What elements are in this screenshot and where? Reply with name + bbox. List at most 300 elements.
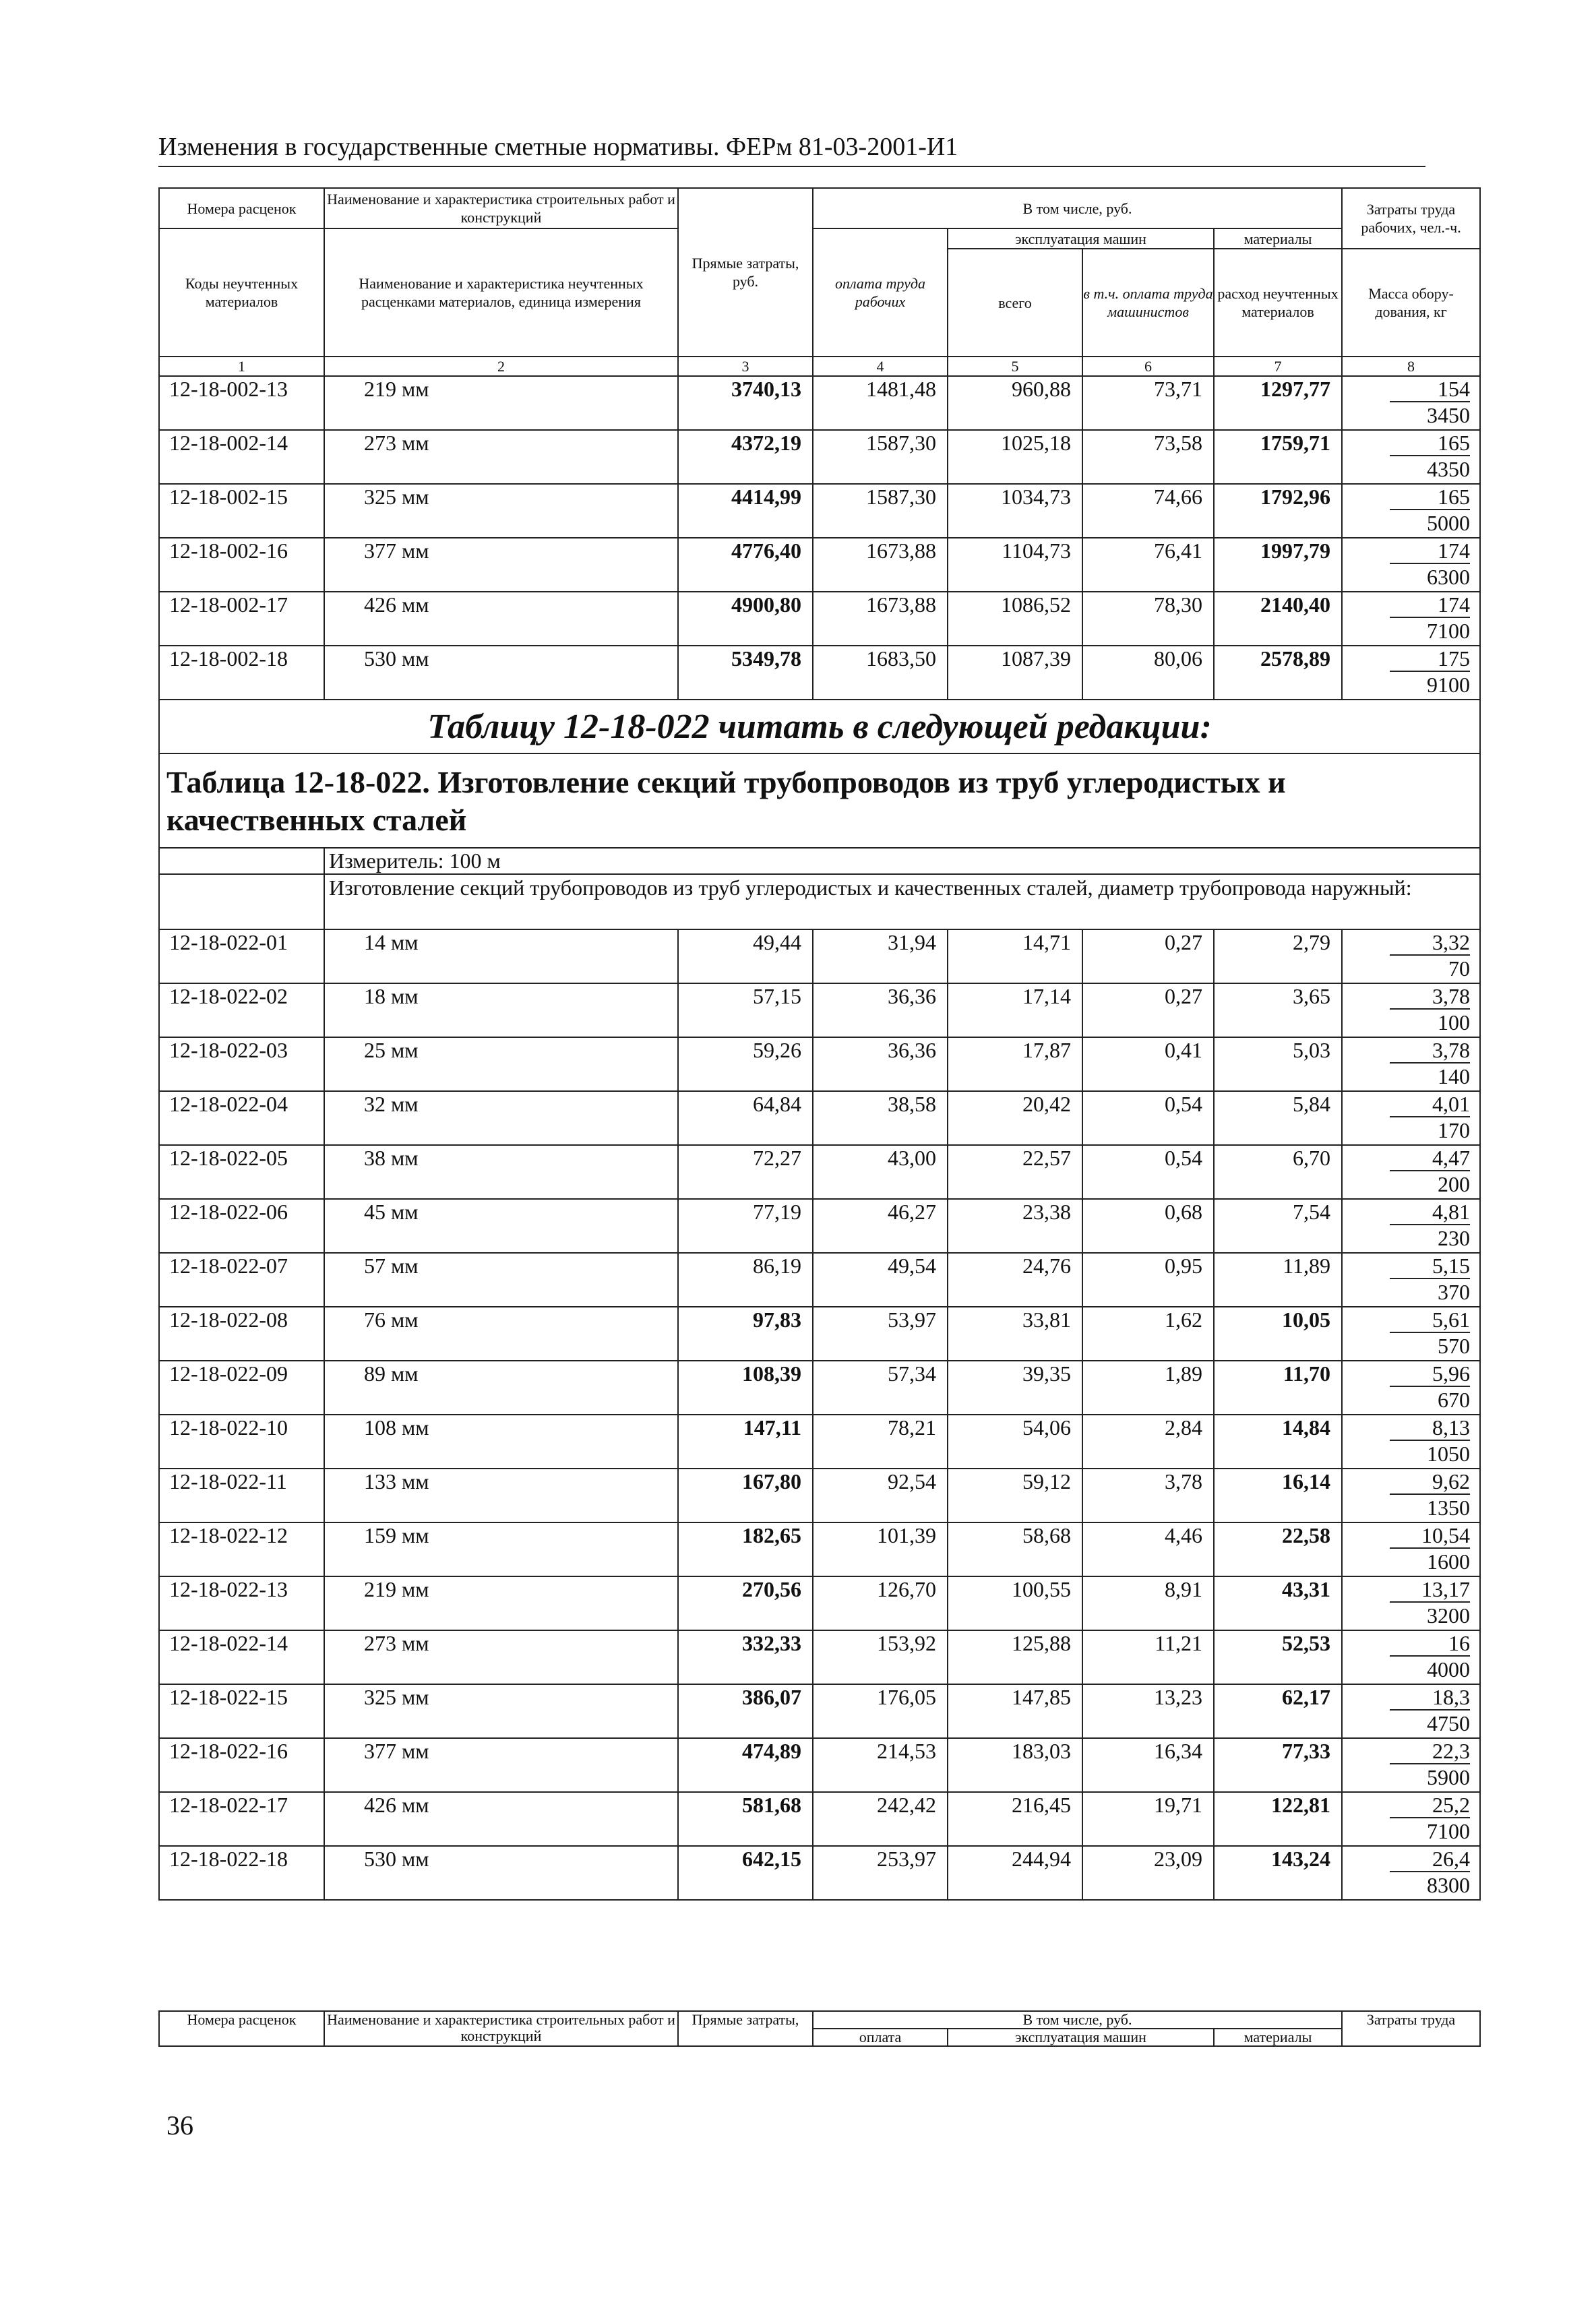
work-name: 219 мм: [324, 1576, 678, 1630]
machines-total: 58,68: [948, 1522, 1082, 1576]
header-rule: [158, 166, 1425, 167]
table-part-2: [159, 929, 1480, 1900]
equipment-mass: 1600: [1427, 1549, 1471, 1574]
materials-cost: 5,03: [1214, 1037, 1342, 1091]
footer-including-group: В том числе, руб.: [813, 2011, 1342, 2029]
direct-costs: 642,15: [678, 1846, 813, 1900]
machinist-pay: 13,23: [1082, 1684, 1214, 1738]
machinist-pay: 74,66: [1082, 484, 1214, 538]
table-row: [159, 1738, 1480, 1792]
rate-code: 12-18-022-14: [159, 1630, 324, 1684]
materials-cost: 1297,77: [1214, 376, 1342, 430]
work-name: 377 мм: [324, 1738, 678, 1792]
equipment-mass: 3450: [1427, 403, 1471, 427]
equipment-mass: 8300: [1427, 1873, 1471, 1897]
direct-costs: 64,84: [678, 1091, 813, 1145]
equipment-mass: 170: [1438, 1118, 1471, 1142]
rate-code: 12-18-002-14: [159, 430, 324, 484]
rate-code: 12-18-022-17: [159, 1792, 324, 1846]
table-row: [159, 538, 1480, 592]
work-name: 219 мм: [324, 376, 678, 430]
equipment-mass: 6300: [1427, 565, 1471, 589]
labor-pay: 1673,88: [813, 592, 948, 646]
col-number: 6: [1082, 357, 1214, 376]
machines-total: 183,03: [948, 1738, 1082, 1792]
rate-code: 12-18-002-17: [159, 592, 324, 646]
machinist-pay: 2,84: [1082, 1415, 1214, 1469]
labor-hours-cell: [1342, 983, 1480, 1037]
work-name: 108 мм: [324, 1415, 678, 1469]
labor-pay: 242,42: [813, 1792, 948, 1846]
labor-hours: 5,96: [1390, 1361, 1470, 1387]
labor-pay: 92,54: [813, 1469, 948, 1522]
footer-work-name: Наименование и характеристика строительных работ и конструкций: [324, 2011, 678, 2046]
rate-code: 12-18-022-03: [159, 1037, 324, 1091]
footer-materials: материалы: [1214, 2029, 1342, 2046]
labor-hours-cell: [1342, 1145, 1480, 1199]
labor-hours: 174: [1390, 538, 1470, 564]
table-row: [159, 1307, 1480, 1361]
work-name: 89 мм: [324, 1361, 678, 1415]
table-row: [159, 1630, 1480, 1684]
table-row: [159, 1415, 1480, 1469]
description-spacer: [159, 874, 324, 929]
equipment-mass: 370: [1438, 1280, 1471, 1304]
work-name: 426 мм: [324, 1792, 678, 1846]
machinist-pay: 0,68: [1082, 1199, 1214, 1253]
labor-pay: 1587,30: [813, 484, 948, 538]
machinist-pay: 0,54: [1082, 1091, 1214, 1145]
labor-hours: 3,32: [1390, 930, 1470, 956]
rate-code: 12-18-022-02: [159, 983, 324, 1037]
materials-cost: 2,79: [1214, 929, 1342, 983]
labor-pay: 36,36: [813, 983, 948, 1037]
machinist-pay: 0,27: [1082, 929, 1214, 983]
machines-total: 59,12: [948, 1469, 1082, 1522]
labor-pay: 57,34: [813, 1361, 948, 1415]
header-rate-numbers: Номера расценок: [159, 188, 324, 228]
table-row: [159, 1037, 1480, 1091]
rate-code: 12-18-022-07: [159, 1253, 324, 1307]
labor-hours: 175: [1390, 646, 1470, 672]
machines-total: 17,87: [948, 1037, 1082, 1091]
header-unaccounted-materials: расход неучтенных материалов: [1214, 249, 1342, 357]
work-name: 530 мм: [324, 1846, 678, 1900]
labor-hours: 25,2: [1390, 1793, 1470, 1818]
equipment-mass: 4750: [1427, 1711, 1471, 1735]
labor-pay: 1673,88: [813, 538, 948, 592]
labor-pay: 1481,48: [813, 376, 948, 430]
materials-cost: 22,58: [1214, 1522, 1342, 1576]
labor-hours-cell: [1342, 646, 1480, 700]
labor-hours-cell: [1342, 1469, 1480, 1522]
labor-pay: 1683,50: [813, 646, 948, 700]
direct-costs: 270,56: [678, 1576, 813, 1630]
machinist-pay: 0,54: [1082, 1145, 1214, 1199]
equipment-mass: 570: [1438, 1334, 1471, 1358]
rate-code: 12-18-002-18: [159, 646, 324, 700]
materials-cost: 7,54: [1214, 1199, 1342, 1253]
labor-hours: 16: [1390, 1631, 1470, 1657]
work-name: 14 мм: [324, 929, 678, 983]
direct-costs: 182,65: [678, 1522, 813, 1576]
rates-table: [158, 187, 1481, 1901]
header-material-names: Наименование и характеристика неучтенных расценками материалов, единица измерения: [324, 228, 678, 357]
labor-hours-cell: [1342, 1037, 1480, 1091]
materials-cost: 11,70: [1214, 1361, 1342, 1415]
rate-code: 12-18-022-16: [159, 1738, 324, 1792]
table-row: [159, 1684, 1480, 1738]
materials-cost: 77,33: [1214, 1738, 1342, 1792]
labor-hours-cell: [1342, 1684, 1480, 1738]
table-header: [159, 188, 1480, 376]
machines-total: 24,76: [948, 1253, 1082, 1307]
equipment-mass: 3200: [1427, 1603, 1471, 1628]
header-labor-hours: Затраты труда рабочих, чел.-ч.: [1342, 188, 1480, 249]
machinist-pay: 4,46: [1082, 1522, 1214, 1576]
machinist-pay: 19,71: [1082, 1792, 1214, 1846]
equipment-mass: 4000: [1427, 1657, 1471, 1682]
col-number: 8: [1342, 357, 1480, 376]
measure-spacer: [159, 848, 324, 874]
machines-total: 1025,18: [948, 430, 1082, 484]
machines-total: 1034,73: [948, 484, 1082, 538]
work-name: 325 мм: [324, 1684, 678, 1738]
work-name: 377 мм: [324, 538, 678, 592]
work-name: 57 мм: [324, 1253, 678, 1307]
direct-costs: 147,11: [678, 1415, 813, 1469]
table-row: [159, 1792, 1480, 1846]
header-labor-pay: оплата труда рабочих: [813, 228, 948, 357]
table-row: [159, 430, 1480, 484]
table-part-1: [159, 376, 1480, 700]
machines-total: 20,42: [948, 1091, 1082, 1145]
machines-total: 216,45: [948, 1792, 1082, 1846]
direct-costs: 332,33: [678, 1630, 813, 1684]
labor-hours-cell: [1342, 1630, 1480, 1684]
machines-total: 23,38: [948, 1199, 1082, 1253]
labor-pay: 101,39: [813, 1522, 948, 1576]
materials-cost: 16,14: [1214, 1469, 1342, 1522]
machinist-pay: 3,78: [1082, 1469, 1214, 1522]
machinist-pay: 16,34: [1082, 1738, 1214, 1792]
machines-total: 244,94: [948, 1846, 1082, 1900]
labor-hours: 5,61: [1390, 1307, 1470, 1333]
equipment-mass: 5000: [1427, 511, 1471, 535]
direct-costs: 4372,19: [678, 430, 813, 484]
table-row: [159, 1576, 1480, 1630]
header-direct-costs: Прямые затраты, руб.: [678, 188, 813, 357]
table-title: Таблица 12-18-022. Изготовление секций трубопроводов из труб углеродистых и качественных сталей: [159, 753, 1480, 848]
labor-hours: 174: [1390, 592, 1470, 618]
direct-costs: 3740,13: [678, 376, 813, 430]
work-name: 426 мм: [324, 592, 678, 646]
machinist-pay: 11,21: [1082, 1630, 1214, 1684]
footer-labor-pay: оплата: [813, 2029, 948, 2046]
equipment-mass: 9100: [1427, 673, 1471, 697]
materials-cost: 10,05: [1214, 1307, 1342, 1361]
machinist-pay: 1,62: [1082, 1307, 1214, 1361]
machines-total: 1086,52: [948, 592, 1082, 646]
labor-hours-cell: [1342, 484, 1480, 538]
machines-total: 100,55: [948, 1576, 1082, 1630]
direct-costs: 4900,80: [678, 592, 813, 646]
materials-cost: 3,65: [1214, 983, 1342, 1037]
labor-hours: 154: [1390, 377, 1470, 402]
labor-hours-cell: [1342, 592, 1480, 646]
rate-code: 12-18-022-11: [159, 1469, 324, 1522]
direct-costs: 386,07: [678, 1684, 813, 1738]
direct-costs: 72,27: [678, 1145, 813, 1199]
work-name: 325 мм: [324, 484, 678, 538]
direct-costs: 57,15: [678, 983, 813, 1037]
direct-costs: 167,80: [678, 1469, 813, 1522]
labor-pay: 31,94: [813, 929, 948, 983]
labor-hours-cell: [1342, 929, 1480, 983]
machines-total: 960,88: [948, 376, 1082, 430]
machinist-pay: 80,06: [1082, 646, 1214, 700]
header-work-name: Наименование и характеристика строительных работ и конструкций: [324, 188, 678, 228]
labor-hours-cell: [1342, 1091, 1480, 1145]
equipment-mass: 5900: [1427, 1765, 1471, 1789]
materials-cost: 5,84: [1214, 1091, 1342, 1145]
labor-hours: 18,3: [1390, 1685, 1470, 1711]
materials-cost: 62,17: [1214, 1684, 1342, 1738]
direct-costs: 86,19: [678, 1253, 813, 1307]
machinist-pay: 76,41: [1082, 538, 1214, 592]
materials-cost: 2578,89: [1214, 646, 1342, 700]
work-name: 32 мм: [324, 1091, 678, 1145]
equipment-mass: 200: [1438, 1172, 1471, 1196]
materials-cost: 2140,40: [1214, 592, 1342, 646]
machinist-pay: 0,27: [1082, 983, 1214, 1037]
page-number: 36: [166, 2110, 193, 2140]
table-row: [159, 1145, 1480, 1199]
read-as-note: Таблицу 12-18-022 читать в следующей редакции:: [159, 700, 1480, 753]
rate-code: 12-18-022-08: [159, 1307, 324, 1361]
footer-machine-operation: эксплуатация машин: [948, 2029, 1214, 2046]
rate-code: 12-18-022-12: [159, 1522, 324, 1576]
header-equipment-mass: Масса обору-дования, кг: [1342, 249, 1480, 357]
work-name: 45 мм: [324, 1199, 678, 1253]
col-number: 3: [678, 357, 813, 376]
machinist-pay: 73,58: [1082, 430, 1214, 484]
materials-cost: 6,70: [1214, 1145, 1342, 1199]
equipment-mass: 7100: [1427, 1819, 1471, 1843]
work-name: 133 мм: [324, 1469, 678, 1522]
labor-hours: 5,15: [1390, 1254, 1470, 1279]
materials-cost: 1792,96: [1214, 484, 1342, 538]
equipment-mass: 70: [1448, 956, 1471, 981]
materials-cost: 122,81: [1214, 1792, 1342, 1846]
col-number: 2: [324, 357, 678, 376]
equipment-mass: 1350: [1427, 1496, 1471, 1520]
labor-hours-cell: [1342, 1576, 1480, 1630]
labor-pay: 153,92: [813, 1630, 948, 1684]
materials-cost: 143,24: [1214, 1846, 1342, 1900]
machines-total: 125,88: [948, 1630, 1082, 1684]
table-row: [159, 646, 1480, 700]
table-row: [159, 1361, 1480, 1415]
labor-pay: 253,97: [813, 1846, 948, 1900]
labor-pay: 36,36: [813, 1037, 948, 1091]
labor-pay: 49,54: [813, 1253, 948, 1307]
labor-hours-cell: [1342, 1307, 1480, 1361]
labor-pay: 43,00: [813, 1145, 948, 1199]
labor-hours-cell: [1342, 1846, 1480, 1900]
machinist-pay: 23,09: [1082, 1846, 1214, 1900]
read-as-section: [159, 700, 1480, 848]
labor-hours-cell: [1342, 1522, 1480, 1576]
direct-costs: 474,89: [678, 1738, 813, 1792]
section-description: Изготовление секций трубопроводов из труб углеродистых и качественных сталей, диаметр трубопровода наружный:: [324, 874, 1480, 929]
header-material-codes: Коды неучтенных материалов: [159, 228, 324, 357]
equipment-mass: 1050: [1427, 1442, 1471, 1466]
labor-hours: 3,78: [1390, 1038, 1470, 1064]
col-number: 5: [948, 357, 1082, 376]
labor-hours-cell: [1342, 1199, 1480, 1253]
machines-total: 22,57: [948, 1145, 1082, 1199]
rate-code: 12-18-022-04: [159, 1091, 324, 1145]
header-machines-total: всего: [948, 249, 1082, 357]
footer-rate-numbers: Номера расценок: [159, 2011, 324, 2046]
work-name: 273 мм: [324, 1630, 678, 1684]
direct-costs: 77,19: [678, 1199, 813, 1253]
labor-hours: 9,62: [1390, 1469, 1470, 1495]
materials-cost: 1997,79: [1214, 538, 1342, 592]
table-row: [159, 1199, 1480, 1253]
rate-code: 12-18-002-13: [159, 376, 324, 430]
labor-pay: 46,27: [813, 1199, 948, 1253]
rate-code: 12-18-002-16: [159, 538, 324, 592]
machines-total: 17,14: [948, 983, 1082, 1037]
direct-costs: 108,39: [678, 1361, 813, 1415]
machines-total: 39,35: [948, 1361, 1082, 1415]
labor-pay: 53,97: [813, 1307, 948, 1361]
rate-code: 12-18-022-10: [159, 1415, 324, 1469]
labor-hours: 3,78: [1390, 984, 1470, 1010]
direct-costs: 5349,78: [678, 646, 813, 700]
labor-pay: 78,21: [813, 1415, 948, 1469]
labor-hours: 4,47: [1390, 1146, 1470, 1171]
header-machinist-pay: в т.ч. оплата труда машинистов: [1082, 249, 1214, 357]
materials-cost: 52,53: [1214, 1630, 1342, 1684]
equipment-mass: 140: [1438, 1064, 1471, 1088]
machines-total: 1104,73: [948, 538, 1082, 592]
direct-costs: 4414,99: [678, 484, 813, 538]
machinist-pay: 1,89: [1082, 1361, 1214, 1415]
header-including-group: В том числе, руб.: [813, 188, 1342, 228]
table-row: [159, 1091, 1480, 1145]
measure-section: [159, 848, 1480, 929]
header-machine-operation: эксплуатация машин: [948, 228, 1214, 249]
labor-hours: 4,81: [1390, 1200, 1470, 1225]
direct-costs: 97,83: [678, 1307, 813, 1361]
measure-unit: Измеритель: 100 м: [324, 848, 1480, 874]
labor-pay: 1587,30: [813, 430, 948, 484]
machines-total: 54,06: [948, 1415, 1082, 1469]
labor-hours: 10,54: [1390, 1523, 1470, 1549]
labor-hours: 13,17: [1390, 1577, 1470, 1603]
rate-code: 12-18-022-18: [159, 1846, 324, 1900]
machines-total: 33,81: [948, 1307, 1082, 1361]
work-name: 530 мм: [324, 646, 678, 700]
direct-costs: 59,26: [678, 1037, 813, 1091]
footer-labor-hours: Затраты труда: [1342, 2011, 1480, 2046]
rate-code: 12-18-002-15: [159, 484, 324, 538]
machinist-pay: 8,91: [1082, 1576, 1214, 1630]
work-name: 18 мм: [324, 983, 678, 1037]
labor-hours: 165: [1390, 485, 1470, 510]
materials-cost: 14,84: [1214, 1415, 1342, 1469]
machines-total: 1087,39: [948, 646, 1082, 700]
machines-total: 14,71: [948, 929, 1082, 983]
labor-hours-cell: [1342, 1415, 1480, 1469]
direct-costs: 581,68: [678, 1792, 813, 1846]
labor-hours: 22,3: [1390, 1739, 1470, 1764]
table-row: [159, 1469, 1480, 1522]
work-name: 273 мм: [324, 430, 678, 484]
equipment-mass: 230: [1438, 1226, 1471, 1250]
header-materials: материалы: [1214, 228, 1342, 249]
labor-pay: 214,53: [813, 1738, 948, 1792]
equipment-mass: 7100: [1427, 619, 1471, 643]
labor-hours: 4,01: [1390, 1092, 1470, 1117]
rate-code: 12-18-022-09: [159, 1361, 324, 1415]
labor-hours: 8,13: [1390, 1415, 1470, 1441]
table-row: [159, 983, 1480, 1037]
work-name: 25 мм: [324, 1037, 678, 1091]
machinist-pay: 73,71: [1082, 376, 1214, 430]
work-name: 159 мм: [324, 1522, 678, 1576]
machinist-pay: 0,41: [1082, 1037, 1214, 1091]
rate-code: 12-18-022-06: [159, 1199, 324, 1253]
table-row: [159, 929, 1480, 983]
equipment-mass: 4350: [1427, 457, 1471, 481]
table-row: [159, 1253, 1480, 1307]
labor-hours-cell: [1342, 376, 1480, 430]
footer-direct-costs: Прямые затраты,: [678, 2011, 813, 2046]
equipment-mass: 100: [1438, 1010, 1471, 1035]
materials-cost: 1759,71: [1214, 430, 1342, 484]
col-number: 7: [1214, 357, 1342, 376]
labor-pay: 38,58: [813, 1091, 948, 1145]
materials-cost: 11,89: [1214, 1253, 1342, 1307]
continuation-header: [158, 2010, 1481, 2047]
rate-code: 12-18-022-05: [159, 1145, 324, 1199]
equipment-mass: 670: [1438, 1388, 1471, 1412]
col-number: 1: [159, 357, 324, 376]
labor-hours-cell: [1342, 1361, 1480, 1415]
labor-hours: 26,4: [1390, 1847, 1470, 1872]
rate-code: 12-18-022-13: [159, 1576, 324, 1630]
labor-hours-cell: [1342, 1253, 1480, 1307]
labor-pay: 176,05: [813, 1684, 948, 1738]
table-row: [159, 1846, 1480, 1900]
table-row: [159, 1522, 1480, 1576]
running-header: Изменения в государственные сметные нормативы. ФЕРм 81-03-2001-И1: [158, 133, 958, 161]
direct-costs: 4776,40: [678, 538, 813, 592]
work-name: 76 мм: [324, 1307, 678, 1361]
work-name: 38 мм: [324, 1145, 678, 1199]
table-row: [159, 376, 1480, 430]
labor-pay: 126,70: [813, 1576, 948, 1630]
machinist-pay: 0,95: [1082, 1253, 1214, 1307]
labor-hours-cell: [1342, 430, 1480, 484]
labor-hours-cell: [1342, 1738, 1480, 1792]
rate-code: 12-18-022-01: [159, 929, 324, 983]
col-number: 4: [813, 357, 948, 376]
